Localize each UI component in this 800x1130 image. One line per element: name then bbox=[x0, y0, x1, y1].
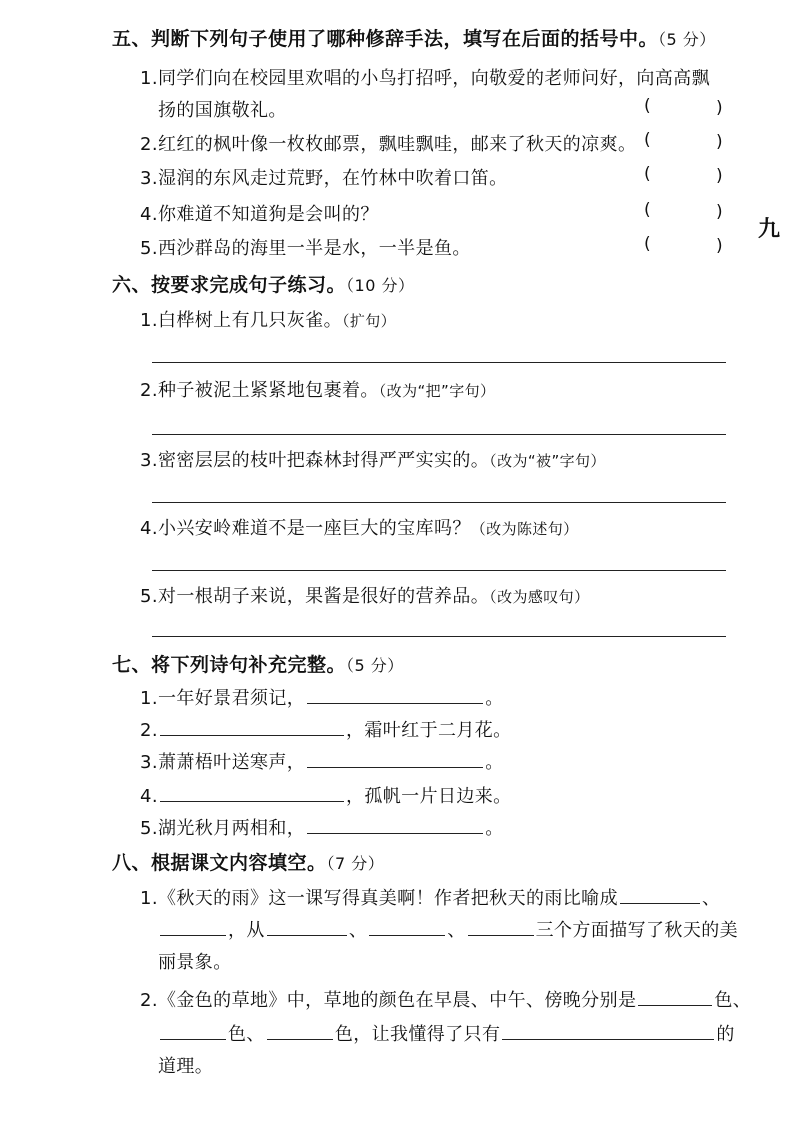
poem-blank[interactable] bbox=[307, 749, 483, 768]
poem-before: 一年好景君须记， bbox=[157, 688, 306, 709]
s6-item4-text: 4.小兴安岭难道不是一座巨大的宝库吗？ bbox=[140, 518, 471, 539]
answer-line[interactable] bbox=[152, 434, 726, 435]
answer-paren-close: ) bbox=[716, 202, 723, 222]
answer-paren-close: ) bbox=[716, 166, 723, 186]
poem-num: 4. bbox=[140, 786, 158, 807]
section5-heading: 五、判断下列句子使用了哪种修辞手法，填写在后面的括号中。 bbox=[112, 28, 659, 50]
poem-line-5 bbox=[140, 814, 504, 840]
section6-title bbox=[112, 270, 414, 297]
s5-item1-line2: 扬的国旗敬礼。 bbox=[158, 100, 287, 121]
s6-item4 bbox=[140, 514, 579, 540]
poem-line-1 bbox=[140, 684, 504, 710]
section5-title bbox=[112, 24, 716, 51]
answer-paren-close: ) bbox=[716, 98, 723, 118]
answer-line[interactable] bbox=[152, 362, 726, 363]
answer-paren-close: ) bbox=[716, 236, 723, 256]
answer-paren-close: ) bbox=[716, 132, 723, 152]
s8-q2-line2 bbox=[158, 1020, 735, 1046]
section6-points: （10 分） bbox=[346, 276, 415, 295]
s5-item5: 5.西沙群岛的海里一半是水，一半是鱼。 bbox=[140, 238, 471, 259]
s6-item5-text: 5.对一根胡子来说，果酱是很好的营养品。 bbox=[140, 586, 490, 607]
fill-blank[interactable] bbox=[369, 917, 445, 936]
poem-blank[interactable] bbox=[160, 717, 344, 736]
answer-paren-open[interactable]: ( bbox=[644, 96, 651, 116]
section7-heading: 七、将下列诗句补充完整。 bbox=[112, 654, 347, 676]
section6-heading: 六、按要求完成句子练习。 bbox=[112, 274, 347, 296]
s5-item1-line1: 1.同学们向在校园里欢唱的小鸟打招呼，向敬爱的老师问好，向高高飘 bbox=[140, 68, 710, 89]
side-label: 九 bbox=[758, 217, 781, 242]
s8-q1-text-c: ，从 bbox=[228, 920, 265, 941]
section8-heading: 八、根据课文内容填空。 bbox=[112, 852, 327, 874]
poem-num: 3. bbox=[140, 752, 158, 773]
s8-q1-text-e: 、 bbox=[447, 920, 466, 941]
poem-line-3 bbox=[140, 748, 504, 774]
s6-item2-text: 2.种子被泥土紧紧地包裹着。 bbox=[140, 380, 379, 401]
s8-q2-text-a: 2.《金色的草地》中，草地的颜色在早晨、中午、傍晚分别是 bbox=[140, 990, 637, 1011]
s5-item4: 4.你难道不知道狗是会叫的？ bbox=[140, 204, 379, 225]
poem-after: 。 bbox=[485, 818, 504, 839]
s8-q1-line3: 丽景象。 bbox=[158, 952, 232, 973]
answer-line[interactable] bbox=[152, 636, 726, 637]
fill-blank[interactable] bbox=[267, 917, 347, 936]
poem-before: 湖光秋月两相和， bbox=[157, 818, 306, 839]
fill-blank[interactable] bbox=[620, 885, 700, 904]
poem-num: 1. bbox=[140, 688, 158, 709]
poem-after: 。 bbox=[485, 752, 504, 773]
s8-q1-line1 bbox=[140, 884, 720, 910]
poem-blank[interactable] bbox=[160, 783, 344, 802]
poem-after: ，霜叶红于二月花。 bbox=[345, 720, 512, 741]
section7-title bbox=[112, 650, 404, 677]
s8-q1-text-a: 1.《秋天的雨》这一课写得真美啊！作者把秋天的雨比喻成 bbox=[140, 888, 618, 909]
fill-blank[interactable] bbox=[160, 1021, 226, 1040]
s5-item2: 2.红红的枫叶像一枚枚邮票，飘哇飘哇，邮来了秋天的凉爽。 bbox=[140, 134, 637, 155]
s8-q1-text-d: 、 bbox=[348, 920, 368, 941]
fill-blank[interactable] bbox=[638, 987, 712, 1006]
section8-title bbox=[112, 848, 384, 875]
s6-item5-req: （改为感叹句） bbox=[489, 588, 590, 606]
s8-q2-line1 bbox=[140, 986, 751, 1012]
s8-q1-line2 bbox=[158, 916, 738, 942]
s6-item2-req: （改为“把”字句） bbox=[378, 382, 496, 400]
s8-q1-text-f: 三个方面描写了秋天的美 bbox=[535, 920, 739, 941]
answer-paren-open[interactable]: ( bbox=[644, 234, 651, 254]
answer-line[interactable] bbox=[152, 570, 726, 571]
s8-q1-text-b: 、 bbox=[701, 888, 721, 909]
poem-line-2 bbox=[140, 716, 512, 742]
poem-after: ，孤帆一片日边来。 bbox=[345, 786, 512, 807]
s6-item2 bbox=[140, 376, 495, 402]
s6-item1-text: 1.白桦树上有几只灰雀。 bbox=[140, 310, 342, 331]
answer-paren-open[interactable]: ( bbox=[644, 164, 651, 184]
answer-paren-open[interactable]: ( bbox=[644, 130, 651, 150]
s6-item4-req: （改为陈述句） bbox=[470, 520, 579, 538]
s5-item3: 3.湿润的东风走过荒野，在竹林中吹着口笛。 bbox=[140, 168, 508, 189]
poem-before: 萧萧梧叶送寒声， bbox=[157, 752, 306, 773]
s6-item3-req: （改为“被”字句） bbox=[489, 452, 606, 470]
s8-q2-text-e: 的 bbox=[716, 1024, 735, 1045]
section5-points: （5 分） bbox=[658, 30, 716, 49]
section7-points: （5 分） bbox=[346, 656, 404, 675]
answer-line[interactable] bbox=[152, 502, 726, 503]
poem-after: 。 bbox=[485, 688, 504, 709]
s6-item3 bbox=[140, 446, 606, 472]
s8-q2-text-c: 色、 bbox=[228, 1024, 265, 1045]
poem-num: 2. bbox=[140, 720, 158, 741]
s6-item1-req: （扩句） bbox=[341, 312, 397, 330]
s6-item5 bbox=[140, 582, 589, 608]
s6-item1 bbox=[140, 306, 396, 332]
s8-q2-line3: 道理。 bbox=[158, 1056, 214, 1077]
fill-blank[interactable] bbox=[160, 917, 226, 936]
poem-blank[interactable] bbox=[307, 685, 483, 704]
poem-num: 5. bbox=[140, 818, 158, 839]
poem-line-4 bbox=[140, 782, 512, 808]
poem-blank[interactable] bbox=[307, 815, 483, 834]
s8-q2-text-d: 色，让我懂得了只有 bbox=[334, 1024, 501, 1045]
fill-blank[interactable] bbox=[468, 917, 534, 936]
answer-paren-open[interactable]: ( bbox=[644, 200, 651, 220]
s8-q2-text-b: 色、 bbox=[714, 990, 752, 1011]
section8-points: （7 分） bbox=[326, 854, 385, 873]
fill-blank[interactable] bbox=[267, 1021, 333, 1040]
fill-blank[interactable] bbox=[502, 1021, 714, 1040]
s6-item3-text: 3.密密层层的枝叶把森林封得严严实实的。 bbox=[140, 450, 490, 471]
